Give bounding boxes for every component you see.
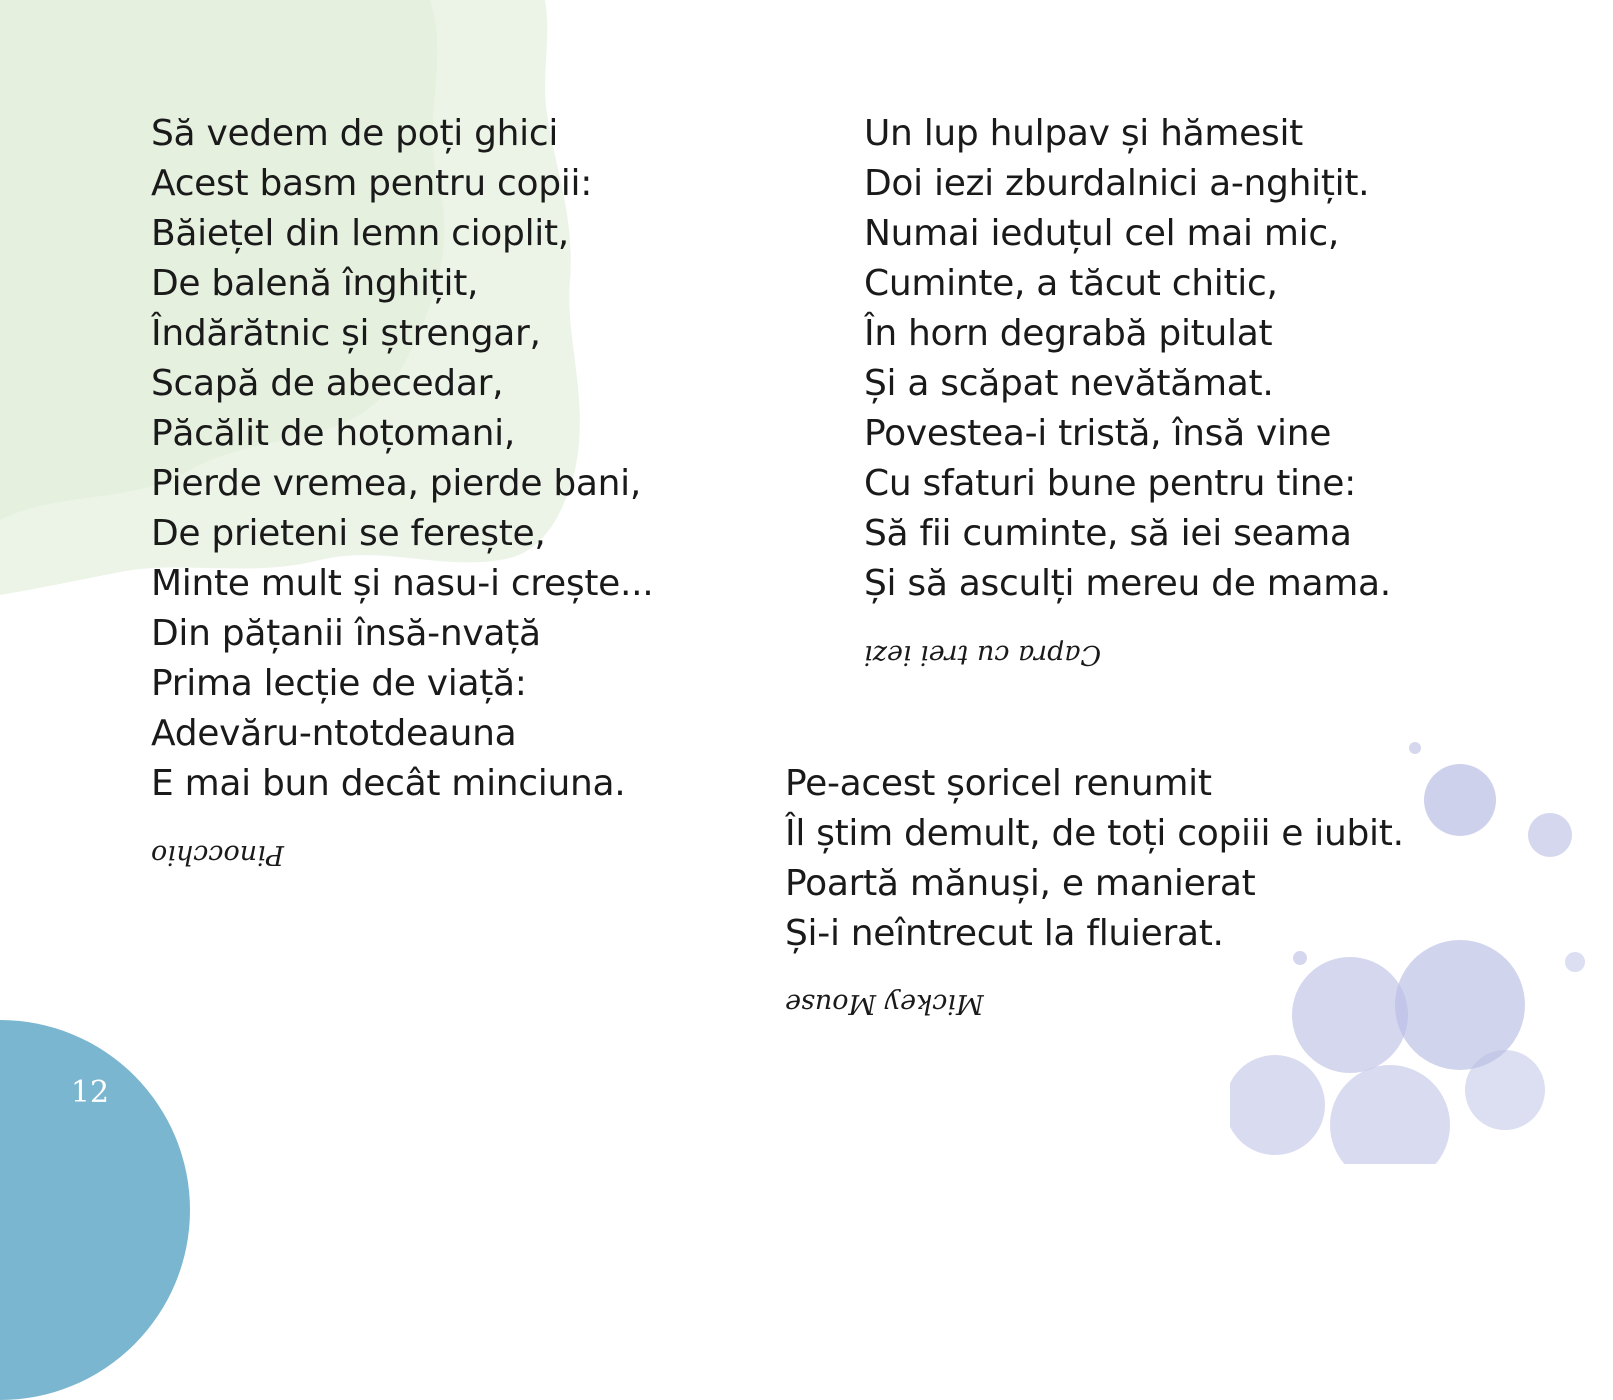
poem-line: Povestea-i tristă, însă vine (864, 413, 1332, 454)
poem-line: Băiețel din lemn cioplit, (151, 213, 569, 254)
poem-line: Un lup hulpav și hămesit (864, 113, 1303, 154)
splash-10 (1565, 952, 1585, 972)
splash-5 (1230, 1055, 1325, 1155)
splash-2 (1528, 813, 1572, 857)
riddle-answer-upside-down: Pinocchio (151, 839, 284, 870)
poem-line: Și-i neîntrecut la fluierat. (785, 913, 1224, 954)
poem-line: Acest basm pentru copii: (151, 163, 593, 204)
poem-line: Doi iezi zburdalnici a-nghițit. (864, 163, 1370, 204)
riddle-poem-pinocchio (151, 109, 653, 809)
poem-line: Numai ieduțul cel mai mic, (864, 213, 1339, 254)
poem-line: În horn degrabă pitulat (864, 313, 1273, 354)
poem-line: Pierde vremea, pierde bani, (151, 463, 641, 504)
poem-line: Scapă de abecedar, (151, 363, 504, 404)
riddle-answer-upside-down: Capra cu trei iezi (864, 639, 1102, 670)
poem-line: Prima lecție de viață: (151, 663, 527, 704)
poem-line: De balenă înghițit, (151, 263, 479, 304)
splash-4 (1292, 957, 1408, 1073)
poem-line: Minte mult și nasu-i crește... (151, 563, 654, 604)
poem-line: Păcălit de hoțomani, (151, 413, 516, 454)
poem-line: De prieteni se ferește, (151, 513, 546, 554)
poem-line: Să vedem de poți ghici (151, 113, 559, 154)
page-number: 12 (70, 1075, 110, 1110)
poem-line: Să fii cuminte, să iei seama (864, 513, 1352, 554)
poem-line: Îndărătnic și ștrengar, (151, 313, 541, 354)
poem-line: Și a scăpat nevătămat. (864, 363, 1274, 404)
poem-line: Cuminte, a tăcut chitic, (864, 263, 1278, 304)
poem-line: Îl știm demult, de toți copiii e iubit. (785, 813, 1404, 854)
poem-line: E mai bun decât minciuna. (151, 763, 626, 804)
splash-1 (1424, 764, 1496, 836)
poem-line: Cu sfaturi bune pentru tine: (864, 463, 1356, 504)
poem-line: Din pățanii însă-nvață (151, 613, 541, 654)
riddle-poem-capra (864, 109, 1391, 609)
poem-line: Și să asculți mereu de mama. (864, 563, 1391, 604)
riddle-answer-upside-down: Mickey Mouse (785, 988, 984, 1019)
riddle-poem-mickey (785, 759, 1404, 959)
poem-line: Poartă mănuși, e manierat (785, 863, 1256, 904)
poem-line: Pe-acest șoricel renumit (785, 763, 1212, 804)
splash-6 (1330, 1065, 1450, 1164)
splash-7 (1465, 1050, 1545, 1130)
poem-line: Adevăru-ntotdeauna (151, 713, 517, 754)
splash-8 (1409, 742, 1421, 754)
